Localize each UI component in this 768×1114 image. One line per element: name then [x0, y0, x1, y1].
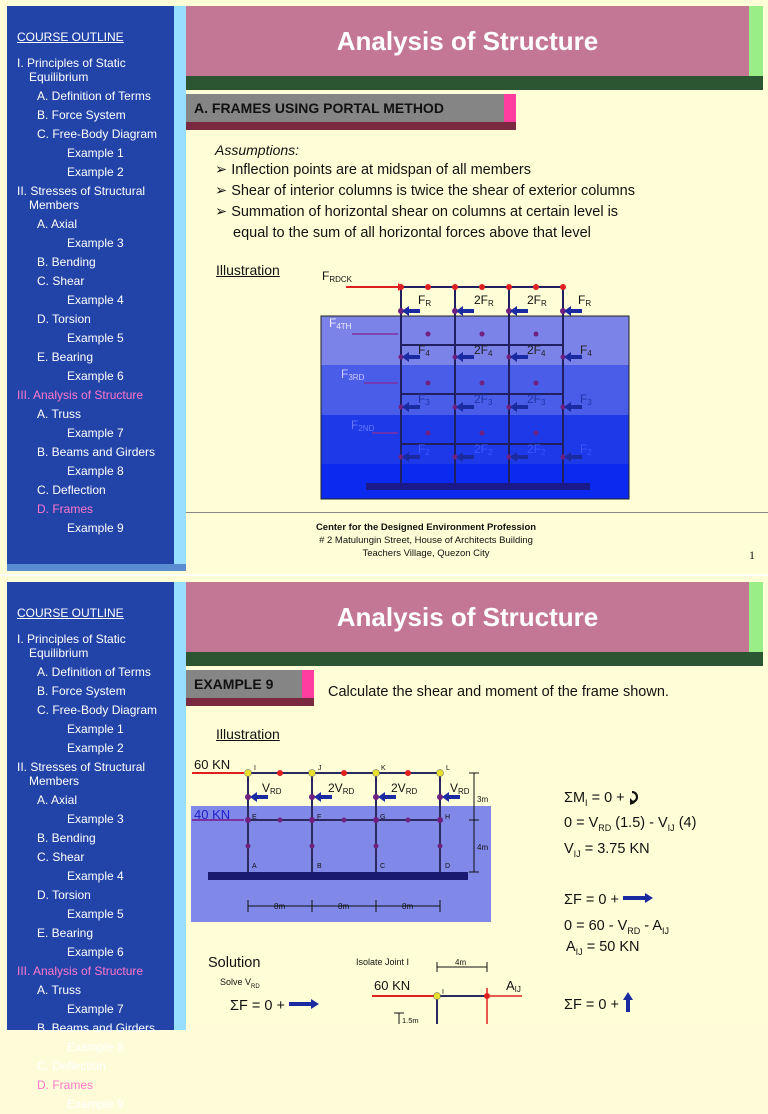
svg-text:2FR: 2FR — [474, 293, 494, 308]
outline-item[interactable]: Example 4 — [67, 869, 124, 883]
vij-result: $V_{IJ} = 3.75$ KN — [564, 841, 650, 859]
outline-item[interactable]: Members — [29, 198, 80, 212]
svg-text:2F3: 2F3 — [527, 392, 546, 407]
svg-text:F2: F2 — [418, 442, 430, 457]
svg-text:FR: FR — [418, 293, 432, 308]
aij-label: AIJ — [506, 978, 521, 994]
problem-statement: Calculate the shear and moment of the frame shown. — [328, 684, 669, 700]
outline-item[interactable]: III. Analysis of Structure — [17, 388, 144, 402]
svg-text:4m: 4m — [477, 843, 489, 852]
sum-moment-eq: $\Sigma M_I = 0$ + — [564, 789, 643, 808]
joint-i-free-body — [370, 953, 530, 1024]
svg-text:B: B — [317, 863, 322, 870]
page-number: 1 — [749, 548, 755, 562]
solve-vrd-label: Solve $V_{RD}$ — [220, 977, 260, 990]
title-bevel-right — [749, 6, 763, 82]
outline-item[interactable]: Example 9 — [67, 1097, 124, 1111]
outline-item[interactable]: Example 8 — [67, 464, 124, 478]
svg-text:2F2: 2F2 — [474, 442, 493, 457]
svg-text:FR: FR — [578, 293, 592, 308]
illustration-label: Illustration — [216, 726, 280, 742]
floor-band-2 — [321, 415, 629, 464]
floor-band-3 — [321, 365, 629, 415]
svg-text:D: D — [445, 863, 451, 870]
span-label: 4m — [455, 958, 467, 967]
outline-item[interactable]: A. Definition of Terms — [37, 89, 151, 103]
portal-method-diagram — [310, 262, 640, 506]
joint-i-label: I — [442, 989, 444, 996]
outline-item[interactable]: C. Free-Body Diagram — [37, 703, 158, 717]
outline-item[interactable]: A. Truss — [37, 407, 82, 421]
outline-item[interactable]: Members — [29, 774, 80, 788]
outline-item[interactable]: B. Force System — [37, 684, 126, 698]
outline-title[interactable]: COURSE OUTLINE — [17, 30, 124, 44]
example-frame-diagram — [190, 751, 500, 921]
outline-item[interactable]: C. Deflection — [37, 1059, 106, 1073]
svg-text:VRD: VRD — [262, 781, 282, 796]
outline-item[interactable]: D. Frames — [37, 502, 94, 516]
sidebar-bottom-edge — [7, 564, 186, 571]
slide-title: Analysis of Structure — [186, 582, 749, 652]
aij-result: $A_{IJ} = 50$ KN — [566, 939, 640, 957]
course-outline-sidebar — [7, 582, 174, 1111]
svg-text:K: K — [381, 765, 386, 772]
footer-address-2: Teachers Village, Quezon City — [362, 548, 490, 559]
sum-force-eq: ΣF = 0 + — [564, 892, 653, 908]
title-bevel-right — [749, 582, 763, 658]
foundation — [208, 872, 468, 880]
svg-text:F3: F3 — [418, 392, 430, 407]
svg-text:3m: 3m — [477, 795, 489, 804]
outline-title[interactable]: COURSE OUTLINE — [17, 606, 124, 620]
outline-item[interactable]: Example 2 — [67, 741, 124, 755]
section-bevel-bottom — [186, 698, 314, 706]
outline-item[interactable]: III. Analysis of Structure — [17, 964, 144, 978]
illustration-label: Illustration — [216, 262, 280, 278]
footer-org: Center for the Designed Environment Profession — [315, 522, 537, 533]
outline-item[interactable]: C. Shear — [37, 274, 85, 288]
assumptions-label: Assumptions: — [215, 142, 300, 158]
outline-item[interactable]: B. Bending — [37, 255, 96, 269]
svg-text:VRD: VRD — [450, 781, 470, 796]
outline-item[interactable]: Example 8 — [67, 1040, 124, 1054]
svg-text:8m: 8m — [274, 902, 286, 911]
svg-text:2VRD: 2VRD — [328, 781, 355, 796]
svg-text:2F2: 2F2 — [527, 442, 546, 457]
bullet-1-text: Inflection points are at midspan of all members — [231, 162, 532, 178]
outline-item[interactable]: Example 5 — [67, 331, 124, 345]
joint-i-marker — [434, 993, 441, 1000]
outline-item[interactable]: Example 7 — [67, 426, 124, 440]
outline-item[interactable]: II. Stresses of Structural — [17, 760, 146, 774]
svg-text:8m: 8m — [338, 902, 350, 911]
outline-item[interactable]: A. Definition of Terms — [37, 665, 151, 679]
f2-load-label: F2ND — [351, 418, 375, 433]
section-heading: A. FRAMES USING PORTAL METHOD — [186, 94, 504, 122]
outline-item[interactable]: B. Bending — [37, 831, 96, 845]
moment-equation: $0 = V_{RD}$ $(1.5) - V_{IJ}$ (4) — [564, 815, 697, 833]
bullet-3: ➢ Summation of horizontal shear on columns at certain level is — [215, 204, 619, 220]
outline-item[interactable]: I. Principles of Static — [17, 632, 126, 646]
svg-text:2F4: 2F4 — [474, 343, 493, 358]
svg-text:F: F — [317, 814, 322, 821]
outline-item[interactable]: B. Force System — [37, 108, 126, 122]
outline-item[interactable]: Example 1 — [67, 722, 124, 736]
slide-2 — [0, 576, 768, 1111]
foundation — [366, 483, 590, 490]
svg-text:F4: F4 — [418, 343, 430, 358]
roof-load-label: FRDCK — [322, 269, 353, 284]
svg-text:L: L — [446, 765, 450, 772]
isolate-joint-label: Isolate Joint I — [356, 957, 410, 967]
force-equation: $0 = 60 - V_{RD} - A_{IJ}$ — [564, 918, 670, 936]
slide-title: Analysis of Structure — [186, 6, 749, 76]
svg-text:2FR: 2FR — [527, 293, 547, 308]
outline-item[interactable]: Example 4 — [67, 293, 124, 307]
bullet-3-continued: equal to the sum of all horizontal forces above that level — [233, 225, 591, 241]
outline-item[interactable]: II. Stresses of Structural — [17, 184, 146, 198]
f3-load-label: F3RD — [341, 367, 365, 382]
sum-vertical-force-eq: ΣF = 0 + — [564, 992, 633, 1013]
outline-item[interactable]: Example 1 — [67, 146, 124, 160]
svg-text:8m: 8m — [402, 902, 414, 911]
outline-item[interactable]: Example 2 — [67, 165, 124, 179]
svg-text:H: H — [445, 814, 451, 821]
outline-item[interactable]: Equilibrium — [29, 646, 89, 660]
svg-text:2F4: 2F4 — [527, 343, 546, 358]
outline-item[interactable]: B. Beams and Girders — [37, 1021, 156, 1035]
svg-text:F4: F4 — [580, 343, 592, 358]
outline-item[interactable]: A. Truss — [37, 983, 82, 997]
right-arrow-icon — [289, 999, 319, 1009]
floor-band-1 — [321, 464, 629, 499]
sidebar-edge — [174, 6, 186, 564]
outline-item[interactable]: Example 6 — [67, 945, 124, 959]
outline-item[interactable]: Example 3 — [67, 236, 124, 250]
svg-text:F3: F3 — [580, 392, 592, 407]
shear-labels — [262, 781, 470, 796]
solution-label: Solution — [208, 955, 261, 971]
outline-item[interactable]: Example 6 — [67, 369, 124, 383]
svg-text:2VRD: 2VRD — [391, 781, 418, 796]
outline-item[interactable]: A. Axial — [37, 217, 78, 231]
outline-item[interactable]: E. Bearing — [37, 350, 94, 364]
bullet-1: ➢ Inflection points are at midspan of all members — [215, 162, 532, 178]
bullet-2: ➢ Shear of interior columns is twice the shear of exterior columns — [215, 183, 635, 199]
beam-midpoint-marker — [484, 993, 490, 999]
outline-item[interactable]: Example 9 — [67, 521, 124, 535]
svg-text:2F3: 2F3 — [474, 392, 493, 407]
svg-text:I: I — [254, 765, 256, 772]
title-bevel-bottom — [186, 76, 763, 90]
outline-item[interactable]: A. Axial — [37, 793, 78, 807]
outline-list — [17, 604, 157, 1114]
section-bevel-bottom — [186, 122, 516, 130]
outline-item[interactable]: I. Principles of Static — [17, 56, 126, 70]
outline-item[interactable]: D. Frames — [37, 1078, 94, 1092]
outline-list — [17, 28, 157, 538]
rotation-icon — [629, 789, 643, 805]
svg-text:E: E — [252, 814, 257, 821]
course-outline-sidebar — [7, 6, 174, 564]
top-load-label: 60 KN — [194, 757, 231, 772]
outline-item[interactable]: E. Bearing — [37, 926, 94, 940]
up-arrow-icon — [623, 992, 633, 1012]
outline-item[interactable]: Example 7 — [67, 1002, 124, 1016]
bullet-2-text: Shear of interior columns is twice the shear of exterior columns — [231, 183, 635, 199]
svg-text:F2: F2 — [580, 442, 592, 457]
footer-divider — [186, 512, 768, 513]
sidebar-edge — [174, 582, 186, 1030]
footer — [186, 521, 666, 560]
svg-text:A: A — [252, 863, 257, 870]
svg-text:G: G — [380, 814, 386, 821]
svg-text:J: J — [318, 765, 322, 772]
outline-item[interactable]: Example 5 — [67, 907, 124, 921]
title-bevel-bottom — [186, 652, 763, 666]
outline-item[interactable]: Equilibrium — [29, 70, 89, 84]
height-label: 1.5m — [402, 1016, 419, 1025]
example-heading: EXAMPLE 9 — [186, 670, 302, 698]
outline-item[interactable]: C. Deflection — [37, 483, 106, 497]
floor-band-4 — [321, 316, 629, 365]
f4-load-label: F4TH — [329, 316, 352, 331]
outline-item[interactable]: Example 3 — [67, 812, 124, 826]
outline-item[interactable]: C. Free-Body Diagram — [37, 127, 158, 141]
svg-text:C: C — [380, 863, 386, 870]
solution-sum-force: ΣF = 0 + — [230, 998, 319, 1014]
outline-item[interactable]: B. Beams and Girders — [37, 445, 156, 459]
mid-load-label: 40 KN — [194, 807, 231, 822]
outline-item[interactable]: D. Torsion — [37, 312, 91, 326]
outline-item[interactable]: D. Torsion — [37, 888, 91, 902]
bullet-3-text: Summation of horizontal shear on columns at certain level is — [231, 204, 619, 220]
joint-load-label: 60 KN — [374, 978, 411, 993]
right-arrow-icon — [623, 893, 653, 903]
footer-address-1: # 2 Matulungin Street, House of Architects Building — [319, 535, 533, 546]
outline-item[interactable]: C. Shear — [37, 850, 85, 864]
